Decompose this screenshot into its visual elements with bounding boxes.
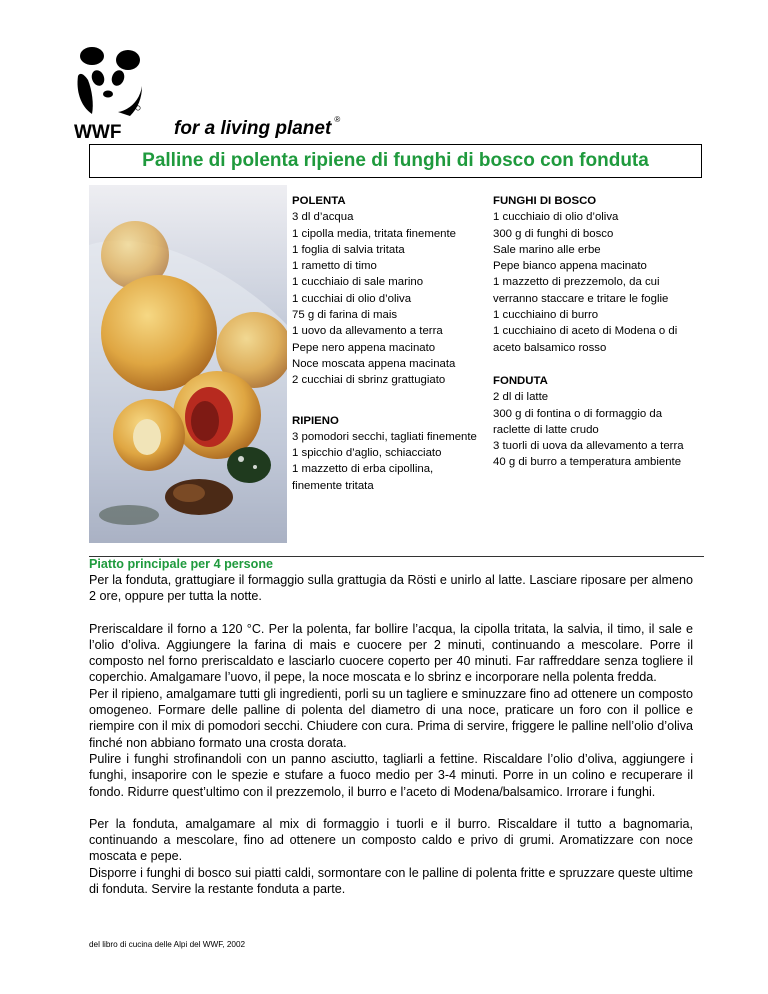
list-item: 75 g di farina di mais <box>292 309 398 322</box>
instruction-paragraph: Per la fonduta, amalgamare al mix di formaggio i tuorli e il burro. Riscaldare il tutto a bagnomaria, continuando a mescolare, fino ad ottenere un composto caldo e privo di grumi. Aromatizzare con noce moscata e pepe. <box>89 816 693 864</box>
funghi-list <box>493 209 693 356</box>
ingredients-column-right <box>493 193 693 471</box>
list-item: 1 spicchio d’aglio, schiacciato <box>292 447 442 460</box>
list-item: Pepe bianco appena macinato <box>493 260 647 273</box>
recipe-title: Palline di polenta ripiene di funghi di bosco con fonduta <box>142 150 649 171</box>
wwf-panda-logo <box>74 46 146 140</box>
list-item: 1 cucchiaio di olio d’oliva <box>493 211 619 224</box>
list-item: 1 foglia di salvia tritata <box>292 243 405 256</box>
list-item: 300 g di funghi di bosco <box>493 227 614 240</box>
instructions <box>89 572 693 897</box>
tagline-text: for a living planet <box>174 118 332 139</box>
list-item: 3 pomodori secchi, tagliati finemente <box>292 430 477 443</box>
list-item: 1 cucchiaino di burro <box>493 309 599 322</box>
tagline <box>174 115 340 140</box>
recipe-photo <box>89 185 287 543</box>
ripieno-list <box>292 429 477 494</box>
list-item: Sale marino alle erbe <box>493 243 601 256</box>
list-item: 1 rametto di timo <box>292 260 377 273</box>
instruction-paragraph: Per la fonduta, grattugiare il formaggio sulla grattugia da Rösti e unirlo al latte. Lasciare riposare per almeno 2 ore, oppure per tutta la notte. <box>89 573 693 604</box>
list-item: 1 uovo da allevamento a terra <box>292 325 443 338</box>
instruction-paragraph: Disporre i funghi di bosco sui piatti caldi, sormontare con le palline di polenta fritte e spruzzare queste ultime di fonduta. Servire la restante fonduta a parte. <box>89 865 693 897</box>
wwf-wordmark: WWF <box>74 122 122 140</box>
ripieno-heading: RIPIENO <box>292 414 339 427</box>
instruction-paragraph: Preriscaldare il forno a 120 °C. Per la polenta, far bollire l’acqua, la cipolla tritata, la salvia, il timo, il sale e l’olio d’oliva. Aggiungere la farina di mais e cuocere per 2 minuti, continuando a mescolare. Porre il composto nel forno preriscaldato e lasciarlo cuocere coperto per 40 minuti. Far raffreddare senza togliere il coperchio. Amalgamare l’uovo, il pepe, la noce moscata e lo sbrinz e incorporare nella polenta fredda. <box>89 621 693 685</box>
list-item: 3 dl d’acqua <box>292 211 354 224</box>
list-item: Pepe nero appena macinato <box>292 341 436 354</box>
list-item: 40 g di burro a temperatura ambiente <box>493 456 682 469</box>
instruction-paragraph: Pulire i funghi strofinandoli con un panno asciutto, tagliarli a fettine. Riscaldare l’olio d’oliva, aggiungere i funghi, insaporire con le spezie e stufare a fuoco medio per 3-4 minuti. Porre in un colino e recuperare il fondo. Ridurre quest’ultimo con il prezzemolo, il burro e l’aceto di Modena/balsamico. Irrorare i funghi. <box>89 751 693 799</box>
instruction-paragraph: Per il ripieno, amalgamare tutti gli ingredienti, porli su un tagliere e sminuzzare fino ad ottenere un composto omogeneo. Formare delle palline di polenta del diametro di una noce, praticare un foro con il pollice e riempire con il mix di pomodori secchi. Chiudere con cura. Prima di servire, friggere le palline nell’olio d’oliva finché non abbiano formato una crosta dorata. <box>89 686 693 750</box>
fonduta-list <box>493 389 693 470</box>
list-item: 3 tuorli di uova da allevamento a terra <box>493 440 684 453</box>
list-item: 1 cucchiaio di sale marino <box>292 276 424 289</box>
serves-label: Piatto principale per 4 persone <box>89 557 274 571</box>
funghi-heading: FUNGHI DI BOSCO <box>493 195 597 207</box>
list-item: 2 cucchiai di sbrinz grattugiato <box>292 374 446 387</box>
polenta-heading: POLENTA <box>292 195 346 207</box>
list-item: 1 mazzetto di erba cipollina, finemente tritata <box>292 463 434 492</box>
ingredients-column-left <box>292 193 477 494</box>
list-item: 300 g di fontina o di formaggio da raclette di latte crudo <box>493 407 663 436</box>
list-item: 1 cucchiaino di aceto di Modena o di aceto balsamico rosso <box>493 325 678 354</box>
list-item: 1 cipolla media, tritata finemente <box>292 227 456 240</box>
polenta-list <box>292 209 477 388</box>
source-footer: del libro di cucina delle Alpi del WWF, 2002 <box>89 940 246 949</box>
list-item: 2 dl di latte <box>493 391 549 404</box>
list-item: 1 mazzetto di prezzemolo, da cui verranno staccare e tritare le foglie <box>493 276 669 305</box>
list-item: Noce moscata appena macinata <box>292 357 456 370</box>
registered-mark: ® <box>334 115 341 124</box>
fonduta-heading: FONDUTA <box>493 374 548 387</box>
list-item: 1 cucchiai di olio d’oliva <box>292 292 412 305</box>
recipe-title-box <box>89 144 702 178</box>
